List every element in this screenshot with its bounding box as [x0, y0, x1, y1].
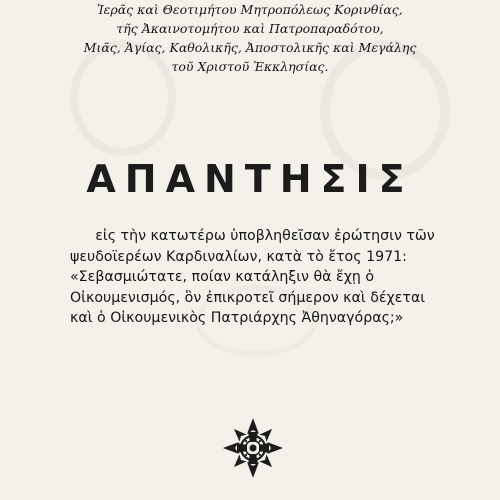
- paragraph-line: εἰς τὴν κατωτέρω ὑποβληθεῖσαν ἐρώτησιν τῶν: [95, 228, 435, 244]
- paragraph-line: ψευδοϊερέων Καρδιναλίων, κατὰ τὸ ἔτος 1971:: [70, 248, 407, 265]
- byzantine-cross-rosette-icon: [222, 417, 284, 479]
- question-paragraph: [70, 226, 460, 329]
- header-line: τοῦ Χριστοῦ Ἐκκλησίας.: [171, 59, 329, 74]
- church-header: [40, 0, 460, 76]
- header-line: τῆς Ἀκαινοτομήτου καὶ Πατροπαραδότου,: [116, 21, 384, 36]
- header-line: Ἱερᾶς καὶ Θεοτιμήτου Μητροπόλεως Κορινθίας,: [97, 2, 403, 17]
- paragraph-line: «Σεβασμιώτατε, ποίαν κατάληξιν θὰ ἔχῃ ὁ: [70, 269, 375, 285]
- header-line: Μιᾶς, Ἁγίας, Καθολικῆς, Ἀποστολικῆς καὶ Μεγάλης: [83, 40, 417, 55]
- page-title: ΑΠΑΝΤΗΣΙΣ: [86, 157, 414, 201]
- paragraph-line: Οἰκουμενισμός, ὃν ἐπικροτεῖ σήμερον καὶ δέχεται: [70, 289, 426, 306]
- paragraph-line: καὶ ὁ Οἰκουμενικὸς Πατριάρχης Ἀθηναγόρας;»: [70, 310, 404, 326]
